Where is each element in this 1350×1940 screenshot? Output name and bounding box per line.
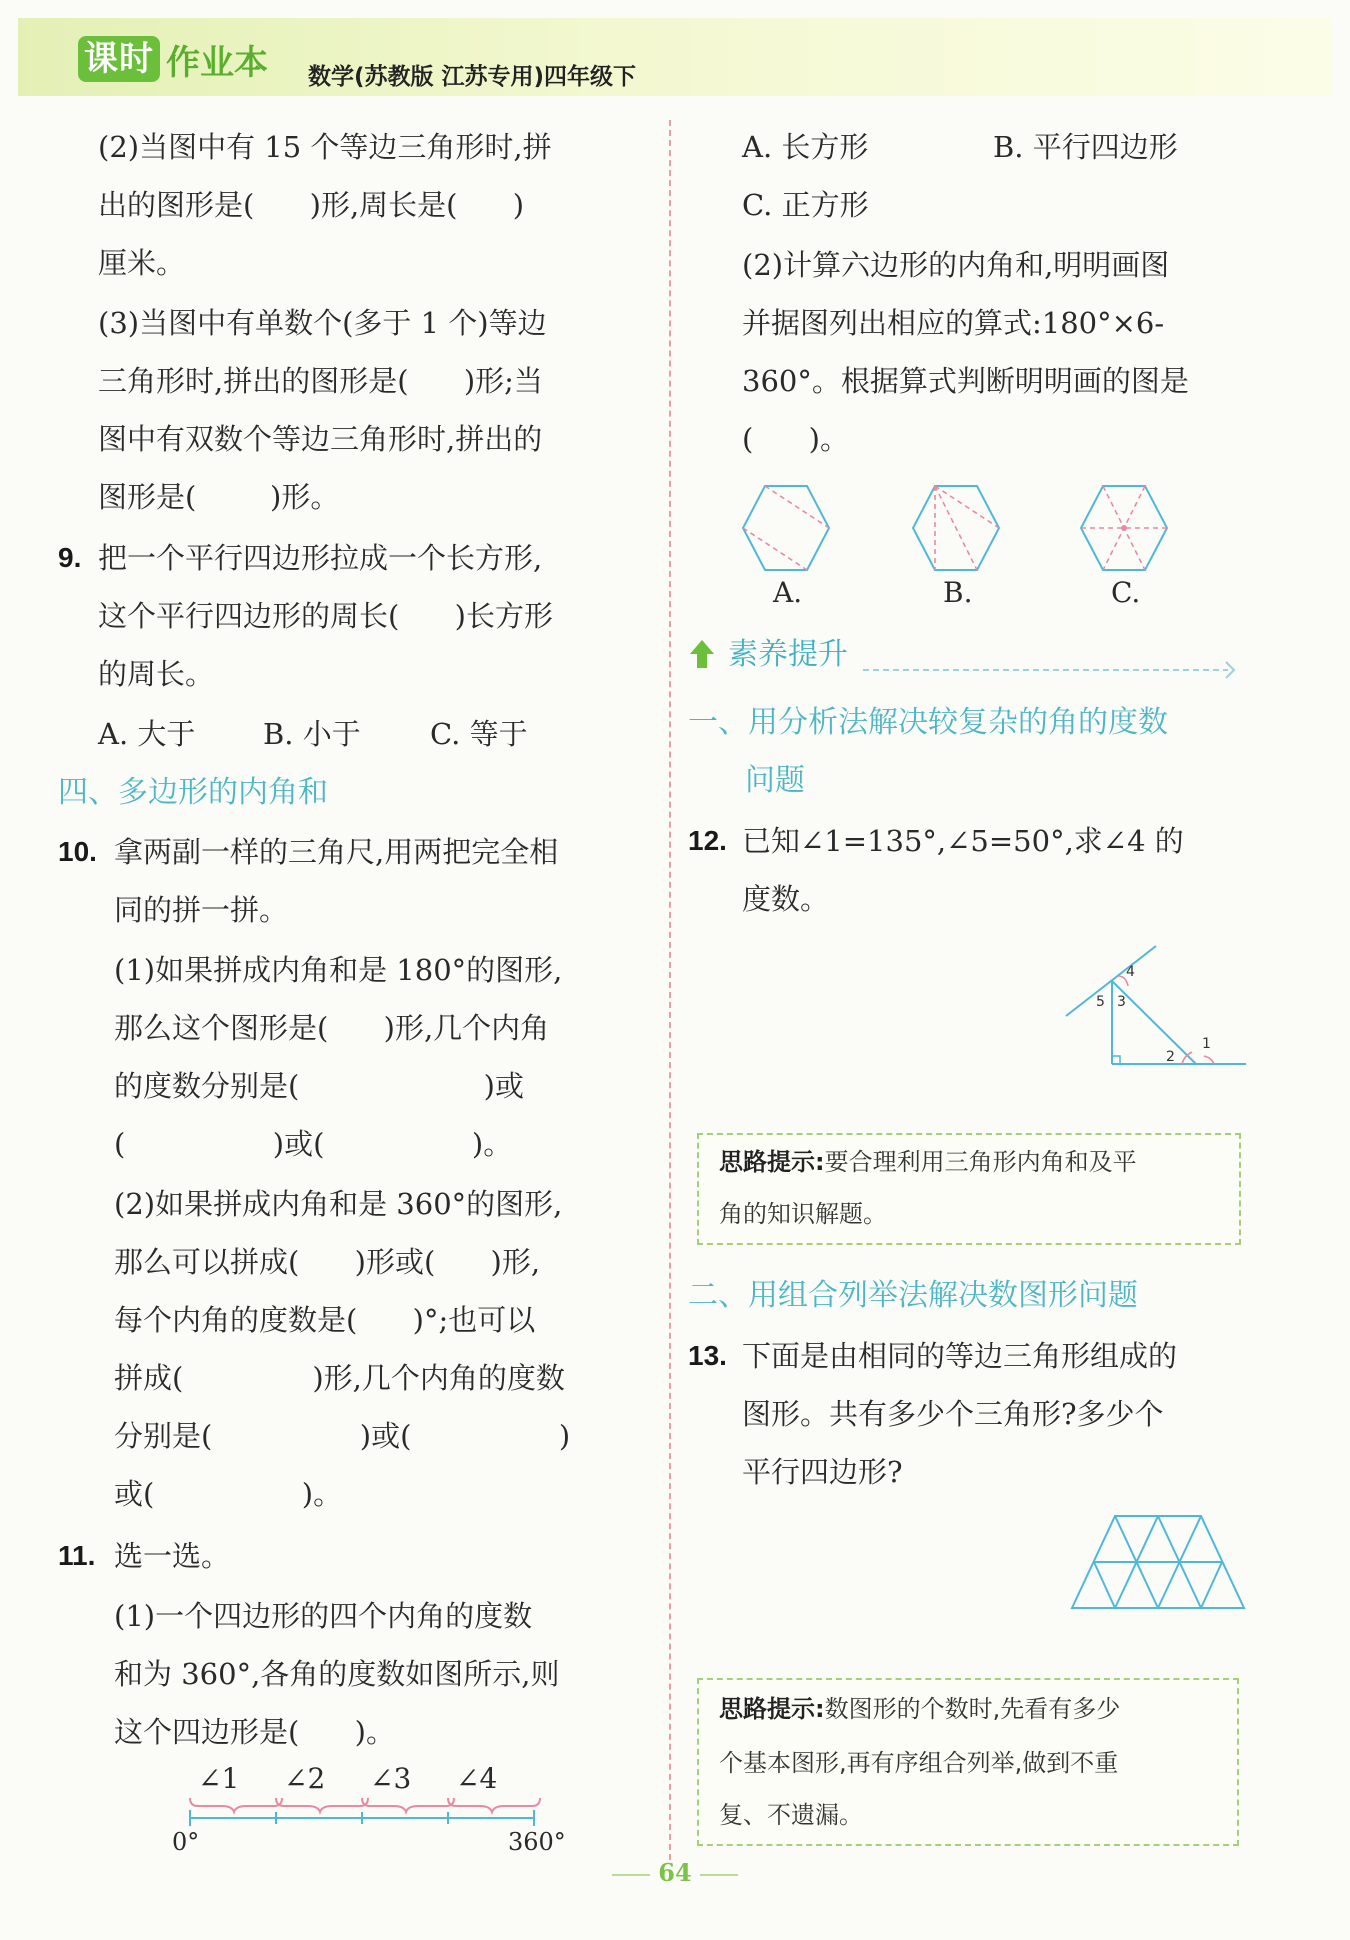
logo: [78, 34, 268, 84]
q8-2-line1: (2)当图中有 15 个等边三角形时,拼: [98, 130, 552, 164]
q10-number: 10.: [58, 836, 97, 867]
q10-1-line3: 的度数分别是( )或: [114, 1069, 524, 1103]
angle-label-4: ∠4: [456, 1762, 498, 1795]
hint-box-1: [697, 1133, 1241, 1245]
q8-3-line3: 图中有双数个等边三角形时,拼出的: [98, 422, 543, 456]
q11-1-line1: (1)一个四边形的四个内角的度数: [114, 1599, 533, 1633]
q10-line2: 同的拼一拼。: [114, 893, 289, 927]
q9-line2: 这个平行四边形的周长( )长方形: [98, 599, 553, 633]
hint-2-title: 思路提示:: [719, 1695, 825, 1723]
hint-box-2: [697, 1678, 1239, 1846]
hint-1-line1: [719, 1135, 1137, 1189]
q8-3-line1: (3)当图中有单数个(多于 1 个)等边: [98, 306, 547, 340]
q9-option-c: C. 等于: [430, 717, 528, 751]
section-1-title-line1: 一、用分析法解决较复杂的角的度数: [688, 705, 1168, 740]
column-divider: [669, 120, 671, 1860]
subject-title: 数学(苏教版 江苏专用)四年级下: [308, 64, 637, 90]
hint-1-line2: 角的知识解题。: [719, 1200, 887, 1228]
q10-1-line2: 那么这个图形是( )形,几个内角: [114, 1011, 550, 1045]
hexagon-c-label: C.: [1111, 576, 1141, 609]
page-number: 64: [603, 1858, 747, 1887]
q11-2-line1: (2)计算六边形的内角和,明明画图: [742, 248, 1170, 282]
q11-1-option-a: A. 长方形: [742, 130, 869, 164]
angle-label-1: ∠1: [198, 1762, 240, 1795]
hexagon-a: [743, 486, 829, 609]
q11-1-option-b: B. 平行四边形: [993, 130, 1178, 164]
q12-line2: 度数。: [742, 882, 830, 916]
q10-2-line6: 或( )。: [114, 1477, 343, 1511]
hexagon-c: [1081, 486, 1167, 609]
up-arrow-icon: [690, 640, 714, 668]
angle-label-2: ∠2: [284, 1762, 326, 1795]
hint-2-text1: 数图形的个数时,先看有多少: [824, 1695, 1121, 1723]
logo-part1: 课时: [78, 36, 160, 82]
logo-part2: 作业本: [166, 42, 268, 83]
angle-sum-bar-figure: [160, 1762, 580, 1856]
q10-1-line1: (1)如果拼成内角和是 180°的图形,: [114, 953, 563, 987]
q9-line3: 的周长。: [98, 657, 215, 691]
angle-5-label: 5: [1096, 994, 1105, 1010]
q10-2-line4: 拼成( )形,几个内角的度数: [114, 1361, 565, 1395]
q11-number: 11.: [58, 1540, 96, 1571]
hint-2-line1: [719, 1682, 1120, 1736]
q11-2-line3: 360°。根据算式判断明明画的图是: [742, 364, 1189, 398]
q10-2-line3: 每个内角的度数是( )°;也可以: [114, 1303, 536, 1337]
q13-line2: 图形。共有多少个三角形?多少个: [742, 1397, 1164, 1431]
q8-2-line3: 厘米。: [98, 246, 186, 280]
bar-end-label: 360°: [508, 1828, 566, 1856]
q11-title: 选一选。: [114, 1539, 231, 1573]
q11-2-line4: ( )。: [742, 422, 849, 456]
suyang-title: 素养提升: [728, 637, 848, 672]
angle-4-label: 4: [1126, 964, 1135, 980]
q13-triangle-grid-figure: [1070, 1512, 1250, 1622]
section-4-title: 四、多边形的内角和: [58, 775, 328, 810]
q9-option-b: B. 小于: [263, 717, 361, 751]
hexagon-figures: [735, 478, 1185, 618]
angle-3-label: 3: [1117, 994, 1126, 1010]
q11-1-line2: 和为 360°,各角的度数如图所示,则: [114, 1657, 560, 1691]
section-1-title-line2: 问题: [745, 763, 805, 798]
q11-1-option-c: C. 正方形: [742, 188, 869, 222]
q10-2-line1: (2)如果拼成内角和是 360°的图形,: [114, 1187, 563, 1221]
q13-line3: 平行四边形?: [742, 1455, 903, 1489]
q13-line1: 下面是由相同的等边三角形组成的: [742, 1339, 1178, 1373]
q8-2-line2: 出的图形是( )形,周长是( ): [98, 188, 525, 222]
hexagon-b-label: B.: [943, 576, 973, 609]
q9-option-a: A. 大于: [98, 717, 196, 751]
q9-number: 9.: [58, 542, 82, 573]
q9-line1: 把一个平行四边形拉成一个长方形,: [98, 541, 543, 575]
hexagon-a-label: A.: [773, 576, 803, 609]
suyang-banner: [688, 632, 1248, 678]
hint-1-title: 思路提示:: [719, 1148, 825, 1176]
q10-2-line5: 分别是( )或( ): [114, 1419, 571, 1453]
q8-3-line4: 图形是( )形。: [98, 480, 340, 514]
q11-2-line2: 并据图列出相应的算式:180°×6-: [742, 306, 1165, 340]
q12-line1: 已知∠1=135°,∠5=50°,求∠4 的: [742, 824, 1184, 858]
q10-1-line4: ( )或( )。: [114, 1127, 513, 1161]
hint-2-line2: 个基本图形,再有序组合列举,做到不重: [719, 1749, 1119, 1777]
q11-1-line3: 这个四边形是( )。: [114, 1715, 395, 1749]
angle-2-label: 2: [1166, 1049, 1175, 1065]
q10-2-line2: 那么可以拼成( )形或( )形,: [114, 1245, 541, 1279]
angle-1-label: 1: [1202, 1036, 1211, 1052]
q10-line1: 拿两副一样的三角尺,用两把完全相: [114, 835, 559, 869]
q13-number: 13.: [688, 1340, 727, 1371]
q12-angle-figure: [1066, 946, 1256, 1066]
q8-3-line2: 三角形时,拼出的图形是( )形;当: [98, 364, 543, 398]
hint-2-line3: 复、不遗漏。: [719, 1801, 863, 1829]
bar-start-label: 0°: [172, 1828, 200, 1856]
angle-label-3: ∠3: [370, 1762, 412, 1795]
section-2-title: 二、用组合列举法解决数图形问题: [688, 1278, 1138, 1313]
hint-1-text1: 要合理利用三角形内角和及平: [824, 1148, 1137, 1176]
q12-number: 12.: [688, 825, 727, 856]
hexagon-b: [913, 486, 999, 609]
